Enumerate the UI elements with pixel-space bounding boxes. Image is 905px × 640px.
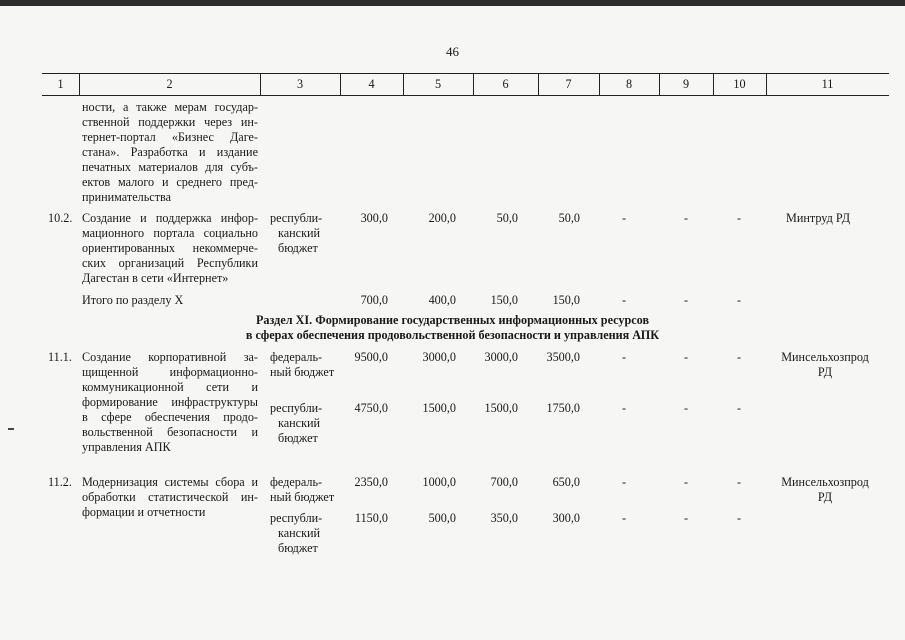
value-year-2: 50,0 bbox=[496, 211, 518, 225]
row-description bbox=[82, 475, 258, 520]
funding-source-federal bbox=[270, 350, 334, 380]
federal-year-5: - bbox=[683, 350, 689, 364]
regional-total: 4750,0 bbox=[354, 401, 388, 415]
regional-year-2: 1500,0 bbox=[484, 401, 518, 415]
executor bbox=[770, 350, 880, 380]
text-line: ный бюджет bbox=[270, 365, 335, 379]
header-col-6: 6 bbox=[502, 77, 509, 91]
text-line: стана». Разработка и издание bbox=[82, 145, 258, 159]
total-year-1: 400,0 bbox=[428, 293, 456, 307]
regional-year-6: - bbox=[736, 511, 742, 525]
margin-mark bbox=[8, 428, 14, 430]
text-line: Модернизация системы сбора и bbox=[82, 475, 258, 489]
regional-year-1: 1500,0 bbox=[422, 401, 456, 415]
federal-year-2: 3000,0 bbox=[484, 350, 518, 364]
value-year-6: - bbox=[736, 211, 742, 225]
federal-year-6: - bbox=[736, 475, 742, 489]
text-line: канский bbox=[278, 526, 321, 540]
text-line: щищенной информационно- bbox=[82, 365, 258, 379]
text-line: коммуникационной сети и bbox=[82, 380, 258, 394]
row-description bbox=[82, 211, 258, 286]
value-year-5: - bbox=[683, 211, 689, 225]
total-year-3: 150,0 bbox=[552, 293, 580, 307]
text-line: республи- bbox=[270, 511, 323, 525]
header-col-10: 10 bbox=[733, 77, 746, 91]
header-col-1: 1 bbox=[57, 77, 64, 91]
text-line: Создание корпоративной за- bbox=[82, 350, 258, 364]
page-number: 46 bbox=[446, 44, 459, 59]
federal-total: 9500,0 bbox=[354, 350, 388, 364]
section-title-line-1: Раздел XI. Формирование государственных информационных ресурсов bbox=[255, 313, 650, 327]
text-line: бюджет bbox=[278, 431, 318, 445]
text-line: республи- bbox=[270, 401, 323, 415]
text-line: обработки статистической ин- bbox=[82, 490, 258, 504]
executor bbox=[770, 475, 880, 505]
text-line: бюджет bbox=[278, 541, 318, 555]
federal-year-3: 3500,0 bbox=[546, 350, 580, 364]
regional-year-4: - bbox=[621, 511, 627, 525]
federal-year-4: - bbox=[621, 350, 627, 364]
regional-year-5: - bbox=[683, 511, 689, 525]
text-line: Создание и поддержка инфор- bbox=[82, 211, 258, 225]
text-line: Минсельхозпрод bbox=[781, 475, 869, 489]
value-total: 300,0 bbox=[360, 211, 388, 225]
row-number: 11.2. bbox=[48, 475, 72, 489]
funding-source-federal bbox=[270, 475, 334, 505]
section-title-line-2: в сферах обеспечения продовольственной безопасности и управления АПК bbox=[245, 328, 660, 342]
total-year-5: - bbox=[683, 293, 689, 307]
federal-year-1: 1000,0 bbox=[422, 475, 456, 489]
value-year-4: - bbox=[621, 211, 627, 225]
header-col-3: 3 bbox=[296, 77, 304, 91]
header-col-5: 5 bbox=[434, 77, 442, 91]
total-value: 700,0 bbox=[360, 293, 388, 307]
federal-year-4: - bbox=[621, 475, 627, 489]
total-year-2: 150,0 bbox=[490, 293, 518, 307]
text-line: Минсельхозпрод bbox=[781, 350, 869, 364]
table-header-row bbox=[42, 73, 889, 96]
regional-year-1: 500,0 bbox=[428, 511, 456, 525]
text-line: РД bbox=[817, 365, 833, 379]
total-year-4: - bbox=[621, 293, 627, 307]
header-col-9: 9 bbox=[682, 77, 690, 91]
federal-year-2: 700,0 bbox=[490, 475, 518, 489]
header-col-7: 7 bbox=[565, 77, 572, 91]
row-number: 10.2. bbox=[48, 211, 73, 225]
federal-year-5: - bbox=[683, 475, 689, 489]
text-line: формации и отчетности bbox=[82, 505, 206, 519]
header-col-4: 4 bbox=[368, 77, 375, 91]
value-year-1: 200,0 bbox=[428, 211, 456, 225]
text-line: тернет-портал «Бизнес Даге- bbox=[82, 130, 258, 144]
text-line: РД bbox=[817, 490, 833, 504]
executor: Минтруд РД bbox=[786, 211, 851, 225]
funding-source-regional bbox=[270, 511, 322, 556]
regional-year-4: - bbox=[621, 401, 627, 415]
text-line: ориентированных некоммерче- bbox=[82, 241, 258, 255]
regional-year-5: - bbox=[683, 401, 689, 415]
regional-year-3: 300,0 bbox=[552, 511, 580, 525]
federal-year-3: 650,0 bbox=[552, 475, 580, 489]
funding-source bbox=[270, 211, 322, 256]
text-line: канский bbox=[278, 416, 321, 430]
total-year-6: - bbox=[736, 293, 742, 307]
text-line: ственной поддержки через ин- bbox=[82, 115, 258, 129]
text-line: формирование инфраструктуры bbox=[82, 395, 258, 409]
federal-total: 2350,0 bbox=[354, 475, 388, 489]
header-col-11: 11 bbox=[821, 77, 834, 91]
row-number: 11.1. bbox=[48, 350, 72, 364]
text-line: федераль- bbox=[270, 475, 323, 489]
text-line: Дагестан в сети «Интернет» bbox=[82, 271, 229, 285]
text-line: вольственной безопасности и bbox=[82, 425, 258, 439]
regional-year-2: 350,0 bbox=[490, 511, 518, 525]
header-col-8: 8 bbox=[625, 77, 633, 91]
text-line: в сфере обеспечения продо- bbox=[82, 410, 258, 424]
section-total-label: Итого по разделу X bbox=[82, 293, 184, 307]
scan-top-edge bbox=[0, 0, 905, 6]
text-line: федераль- bbox=[270, 350, 323, 364]
text-line: ских организаций Республики bbox=[82, 256, 258, 270]
federal-year-6: - bbox=[736, 350, 742, 364]
text-line: мационного портала социально bbox=[82, 226, 258, 240]
text-line: канский bbox=[278, 226, 321, 240]
funding-source-regional bbox=[270, 401, 322, 446]
row-description bbox=[82, 350, 258, 455]
text-line: ный бюджет bbox=[270, 490, 335, 504]
text-line: ектов малого и среднего пред- bbox=[82, 175, 258, 189]
header-col-2: 2 bbox=[166, 77, 173, 91]
text-line: республи- bbox=[270, 211, 323, 225]
text-line: бюджет bbox=[278, 241, 318, 255]
regional-year-6: - bbox=[736, 401, 742, 415]
text-line: принимательства bbox=[82, 190, 172, 204]
text-line: печатных материалов для субъ- bbox=[82, 160, 258, 174]
continuation-description bbox=[82, 100, 258, 205]
regional-total: 1150,0 bbox=[354, 511, 388, 525]
text-line: ности, а также мерам государ- bbox=[82, 100, 258, 114]
text-line: управления АПК bbox=[82, 440, 171, 454]
regional-year-3: 1750,0 bbox=[546, 401, 580, 415]
federal-year-1: 3000,0 bbox=[422, 350, 456, 364]
value-year-3: 50,0 bbox=[558, 211, 580, 225]
